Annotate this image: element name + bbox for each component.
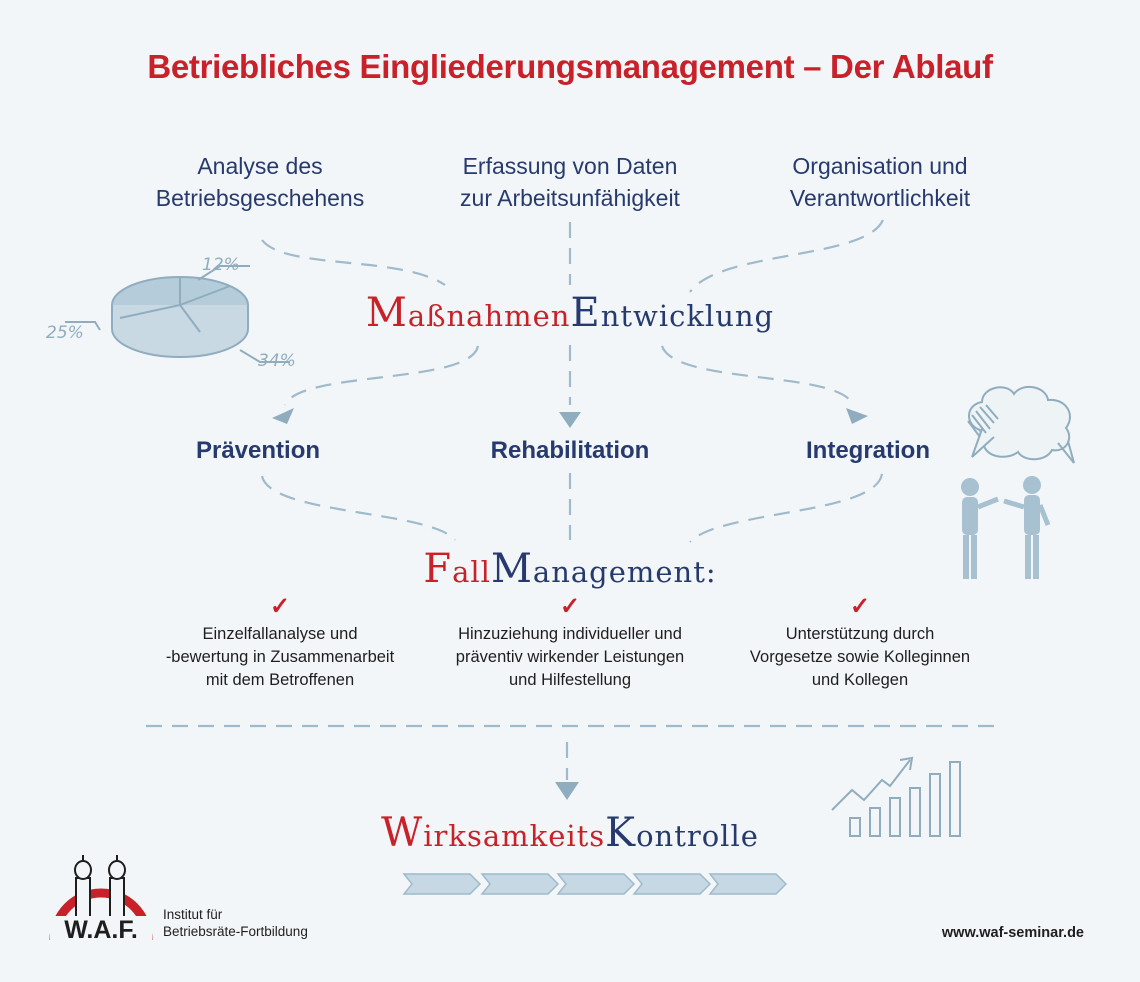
pie-label-25: 25% xyxy=(46,323,84,343)
fall-blue-cap: M xyxy=(490,546,533,592)
check-icon: ✓ xyxy=(849,593,871,620)
topic-organisation xyxy=(730,150,1030,214)
measure-einzelfall xyxy=(130,623,430,692)
institute-name xyxy=(163,906,308,940)
measure-line: Unterstützung durch xyxy=(785,625,935,643)
wirk-blue-rest: ontrolle xyxy=(636,819,759,853)
measure-line: und Kollegen xyxy=(811,671,909,689)
heading-wirksamkeitskontrolle xyxy=(0,810,1140,856)
topic-analyse-line1: Analyse des xyxy=(197,153,323,179)
stage-integration: Integration xyxy=(806,437,930,464)
massnahmen-blue-rest: ntwicklung xyxy=(600,299,775,333)
institute-line2: Betriebsräte-Fortbildung xyxy=(163,924,308,939)
institute-line1: Institut für xyxy=(163,907,223,922)
wirk-blue-cap: K xyxy=(605,810,637,856)
measure-line: mit dem Betroffenen xyxy=(205,671,355,689)
measure-line: Einzelfallanalyse und xyxy=(202,625,358,643)
measure-line: und Hilfestellung xyxy=(509,671,631,689)
topic-erfassung-line1: Erfassung von Daten xyxy=(462,153,678,179)
measure-line: Vorgesetze sowie Kolleginnen xyxy=(749,648,971,666)
topic-organisation-line1: Organisation und xyxy=(792,153,968,179)
measure-line: präventiv wirkender Leistungen xyxy=(455,648,685,666)
fall-red-rest: all xyxy=(452,555,491,589)
pie-label-12: 12% xyxy=(202,255,240,275)
measure-line: -bewertung in Zusammenarbeit xyxy=(165,648,395,666)
massnahmen-red-cap: M xyxy=(365,290,408,336)
heading-massnahmenentwicklung xyxy=(0,290,1140,336)
massnahmen-blue-cap: E xyxy=(570,290,601,336)
check-icon: ✓ xyxy=(269,593,291,620)
measure-unterstuetzung xyxy=(710,623,1010,692)
wirk-red-cap: W xyxy=(381,810,424,856)
measure-hinzuziehung xyxy=(420,623,720,692)
fall-red-cap: F xyxy=(423,546,453,592)
waf-logo-icon xyxy=(46,852,156,944)
topic-analyse-line2: Betriebsgeschehens xyxy=(155,185,365,211)
heading-fallmanagement xyxy=(0,546,1140,592)
topic-analyse xyxy=(110,150,410,214)
website-link[interactable]: www.waf-seminar.de xyxy=(941,925,1084,941)
check-icon: ✓ xyxy=(559,593,581,620)
stage-rehabilitation: Rehabilitation xyxy=(490,437,650,464)
topic-erfassung-line2: zur Arbeitsunfähigkeit xyxy=(460,185,680,211)
topic-erfassung xyxy=(420,150,720,214)
fall-blue-rest: anagement: xyxy=(532,555,717,589)
stage-praevention: Prävention xyxy=(195,437,321,464)
measure-line: Hinzuziehung individueller und xyxy=(458,625,682,643)
page-title: Betriebliches Eingliederungsmanagement – Der Ablauf xyxy=(147,48,993,85)
progress-arrows-icon xyxy=(402,870,792,898)
logo-text: W.A.F. xyxy=(64,916,138,944)
massnahmen-red-rest: aßnahmen xyxy=(407,299,571,333)
topic-organisation-line2: Verantwortlichkeit xyxy=(789,185,971,211)
wirk-red-rest: irksamkeits xyxy=(423,819,606,853)
pie-label-34: 34% xyxy=(258,351,296,371)
